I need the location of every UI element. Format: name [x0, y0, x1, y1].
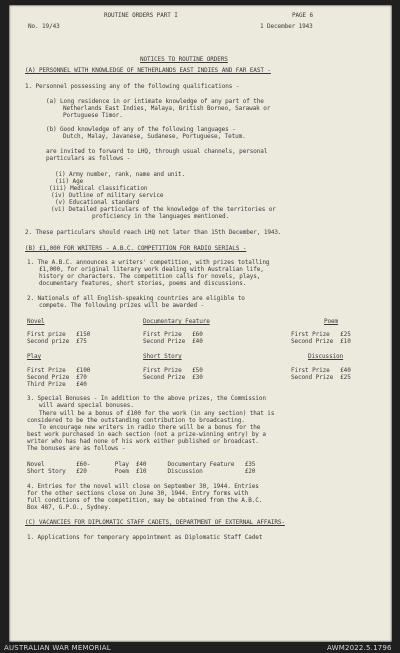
prize-row: Second Prize £70	[27, 374, 87, 381]
prize-row: First Prize £100	[27, 367, 91, 374]
section-c-heading: (C) VACANCIES FOR DIPLOMATIC STAFF CADETS, DEPARTMENT OF EXTERNAL AFFAIRS-	[25, 519, 285, 526]
prize-row: Second Prize £10	[291, 338, 351, 345]
paragraph: There will be a bonus of £100 for the work (in any section) that is	[39, 410, 275, 417]
prize-heading-short-story: Short Story	[143, 353, 182, 360]
paragraph: for the other sections close on June 30, 1944. Entry forms with	[27, 490, 249, 497]
footer-id: AWM2022.5.1796	[327, 644, 392, 652]
prize-row: Second Prize £25	[291, 374, 351, 381]
prize-heading-novel: Novel	[27, 318, 45, 325]
paragraph: compete. The following prizes will be awarded -	[39, 302, 205, 309]
prize-row: First Prize £40	[291, 367, 351, 374]
page-title: NOTICES TO ROUTINE ORDERS	[140, 56, 228, 63]
prize-heading-poem: Poem	[324, 318, 339, 325]
order-number: No. 19/43	[28, 23, 60, 30]
paragraph: documentary features, short stories, poems and discussions.	[39, 280, 247, 287]
section-b-heading: (B) £1,000 FOR WRITERS - A.B.C. COMPETITION FOR RADIO SERIALS -	[25, 245, 247, 252]
footer-source: AUSTRALIAN WAR MEMORIAL	[4, 644, 111, 652]
prize-row: First Prize £25	[291, 331, 351, 338]
prize-row: Third Prize £40	[27, 381, 87, 388]
paragraph: best work purchased in each section (not a prize-winning entry) by a	[27, 431, 266, 438]
paragraph: will award special bonuses.	[39, 402, 134, 409]
paragraph: 3. Special Bonuses - In addition to the above prizes, the Commission	[27, 395, 266, 402]
paragraph: (b) Good knowledge of any of the following languages -	[46, 126, 236, 133]
paragraph: To encourage new writers in radio there will be a bonus for the	[39, 424, 261, 431]
paragraph: Box 487, G.P.O., Sydney.	[27, 504, 112, 511]
paragraph: 1. Personnel possessing any of the following qualifications -	[25, 83, 240, 90]
list-item: (vi) Detailed particulars of the knowledge of the territories or	[51, 206, 276, 213]
prize-row: First Prize £60	[143, 331, 203, 338]
prize-row: First Prize £50	[143, 367, 203, 374]
paragraph: writer who has had none of his work either published or broadcast.	[27, 438, 259, 445]
bonus-row: Novel £60- Play £40 Documentary Feature £35	[27, 461, 256, 468]
prize-row: Second prize £75	[27, 338, 87, 345]
paragraph: particulars as follows -	[46, 155, 131, 162]
page-number: PAGE 6	[292, 12, 314, 19]
prize-heading-documentary: Documentary Feature	[143, 318, 210, 325]
paragraph: 2. These particulars should reach LHQ not later than 15th December, 1943.	[25, 229, 282, 236]
paragraph: full conditions of the competition, may be obtained from the A.B.C.	[27, 497, 263, 504]
paragraph: £1,000, for original literary work dealing with Australian life,	[39, 266, 264, 273]
list-item: (v) Educational standard	[55, 199, 140, 206]
bonus-row: Short Story £20 Poem £10 Discussion £20	[27, 468, 256, 475]
paragraph: Portuguese Timor.	[63, 112, 123, 119]
prize-heading-play: Play	[27, 353, 42, 360]
list-item: (i) Army number, rank, name and unit.	[55, 171, 185, 178]
prize-row: Second Prize £40	[143, 338, 203, 345]
paragraph: Dutch, Malay, Javanese, Sudanese, Portuguese, Tetum.	[63, 133, 246, 140]
prize-row: Second Prize £30	[143, 374, 203, 381]
document-page	[9, 5, 392, 642]
paragraph: 1. Applications for temporary appointment as Diplomatic Staff Cadet	[27, 534, 263, 541]
archive-footer	[0, 643, 400, 653]
prize-row: First prize £150	[27, 331, 91, 338]
list-item: (iii) Medical classification	[49, 185, 148, 192]
header-left: ROUTINE ORDERS PART I	[104, 12, 178, 19]
paragraph: 1. The A.B.C. announces a writers' competition, with prizes totalling	[27, 259, 270, 266]
paragraph: 4. Entries for the novel will close on September 30, 1944. Entries	[27, 483, 259, 490]
paragraph: are invited to forward to LHQ, through usual channels, personal	[46, 148, 268, 155]
paragraph: (a) Long residence in or intimate knowledge of any part of the	[46, 98, 264, 105]
list-item: (ii) Age	[55, 178, 84, 185]
list-item: (iv) Outline of military service	[51, 192, 164, 199]
paragraph: The bonuses are as follows -	[27, 445, 126, 452]
paragraph: 2. Nationals of all English-speaking countries are eligible to	[27, 295, 245, 302]
paragraph: considered to be the outstanding contribution to broadcasting.	[27, 417, 245, 424]
paragraph: history or characters. The competition calls for novels, plays,	[39, 273, 261, 280]
list-item: proficiency in the languages mentioned.	[92, 213, 229, 220]
section-a-heading: (A) PERSONNEL WITH KNOWLEDGE OF NETHERLANDS EAST INDIES AND FAR EAST -	[25, 67, 271, 74]
paragraph: Netherlands East Indies, Malaya, British Borneo, Sarawak or	[63, 105, 271, 112]
prize-heading-discussion: Discussion	[308, 353, 344, 360]
order-date: 1 December 1943	[260, 23, 313, 30]
